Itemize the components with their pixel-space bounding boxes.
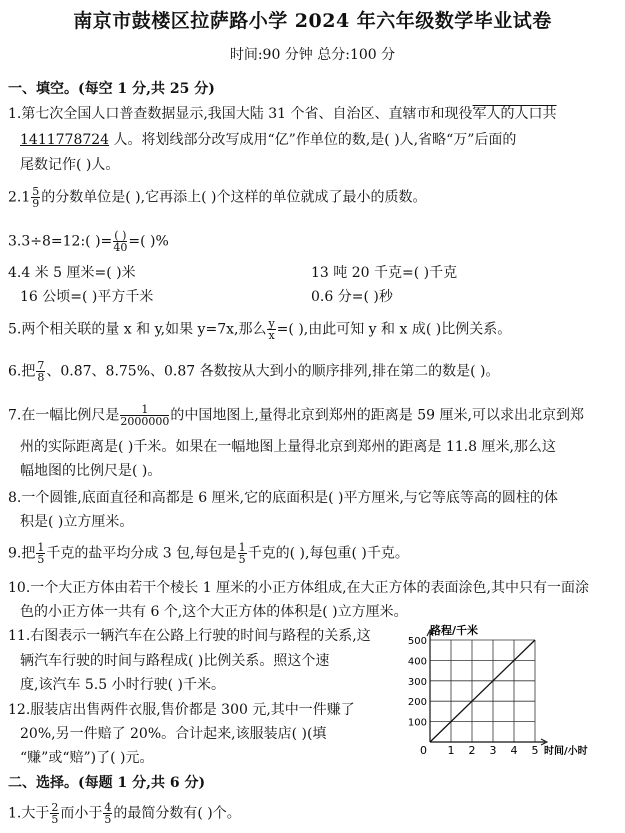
question-7-line-2: 州的实际距离是( )千米。如果在一幅地图上量得北京到郑州的距离是 11.8 厘米,那么这: [20, 439, 556, 455]
q3-text-a: 3.3÷8=12:( )=: [8, 233, 113, 250]
chart-y-tick-label: 300: [407, 676, 427, 688]
chart-y-tick-label: 100: [407, 717, 427, 729]
q3-denominator: 40: [113, 241, 128, 254]
question-11-line-1: 11.右图表示一辆汽车在公路上行驶的时间与路程的关系,这: [8, 628, 371, 644]
chart-x-tick-label: 2: [468, 744, 476, 757]
q6-fraction: [36, 360, 45, 383]
chart-y-tick-label: 200: [407, 697, 427, 709]
question-12-line-3: “赚”或“赔”)了( )元。: [20, 750, 154, 766]
question-12-line-1: 12.服装店出售两件衣服,售价都是 300 元,其中一件赚了: [8, 702, 355, 718]
q7-numerator: 1: [120, 404, 169, 416]
question-7-line-1: [8, 404, 584, 427]
q9-fraction-1: [36, 542, 45, 565]
s2q1-denominator-1: 5: [51, 813, 59, 826]
q9-numerator-1: 1: [37, 541, 45, 554]
question-12-line-2: 20%,另一件赔了 20%。合计起来,该服装店( )(填: [20, 726, 327, 742]
s2q1-text-c: 的最简分数有( )个。: [113, 805, 241, 822]
q2-text: 的分数单位是( ),它再添上( )个这样的单位就成了最小的质数。: [41, 189, 427, 206]
exam-time-score: 时间:90 分钟 总分:100 分: [229, 47, 396, 63]
chart-x-tick-label: 3: [489, 744, 497, 757]
distance-time-chart: [398, 622, 620, 772]
s2q1-fraction-2: [103, 802, 112, 825]
question-8-line-1: 8.一个圆锥,底面直径和高都是 6 厘米,它的底面积是( )平方厘米,与它等底等高的圆柱的体: [8, 490, 558, 506]
section-2-heading: 二、选择。(每题 1 分,共 6 分): [8, 775, 206, 791]
q3-text-b: =( )%: [128, 233, 169, 250]
q7-fraction: [120, 404, 169, 427]
question-9: [8, 542, 409, 565]
question-4-a: 4.4 米 5 厘米=( )米: [8, 265, 136, 281]
q3-numerator: ( ): [114, 229, 127, 242]
question-4-d: 0.6 分=( )秒: [311, 289, 393, 305]
chart-x-axis-label: 时间/小时: [544, 746, 588, 757]
q9-text-a: 9.把: [8, 545, 36, 562]
q5-text-a: 5.两个相关联的量 x 和 y,如果 y=7x,那么: [8, 321, 267, 338]
q9-denominator-2: 5: [238, 553, 246, 566]
q1-text-b: 人。将划线部分改写成用“亿”作单位的数,是( )人,省略“万”后面的: [109, 132, 517, 148]
q9-denominator-1: 5: [37, 553, 45, 566]
s2q1-denominator-2: 5: [104, 813, 112, 826]
chart-y-axis-label: 路程/千米: [430, 624, 479, 637]
question-1-line-2: [20, 130, 516, 150]
section-1-heading: 一、填空。(每空 1 分,共 25 分): [8, 81, 215, 97]
q2-fraction: [31, 186, 40, 209]
q3-fraction: [113, 230, 127, 253]
q2-whole: 2.1: [8, 189, 31, 206]
s2q1-text-a: 1.大于: [8, 805, 50, 822]
q9-fraction-2: [238, 542, 247, 565]
section-2-question-1: [8, 802, 241, 825]
question-3: [8, 230, 169, 253]
question-4-c: 16 公顷=( )平方千米: [20, 289, 154, 305]
chart-x-tick-label: 4: [510, 744, 518, 757]
q2-numerator: 5: [32, 185, 40, 198]
q9-text-b: 千克的盐平均分成 3 包,每包是: [46, 545, 237, 562]
s2q1-numerator-2: 4: [104, 801, 112, 814]
q9-numerator-2: 1: [238, 541, 246, 554]
q2-denominator: 9: [32, 197, 40, 210]
page-title: 南京市鼓楼区拉萨路小学 2024 年六年级数学毕业试卷: [73, 10, 552, 32]
q7-text-a: 7.在一幅比例尺是: [8, 407, 120, 424]
q1-underlined-number: 1411778724: [20, 132, 110, 148]
q5-numerator: y: [268, 317, 275, 330]
question-11-line-3: 度,该汽车 5.5 小时行驶( )千米。: [20, 677, 225, 693]
chart-x-tick-label: 5: [531, 744, 539, 757]
question-10-line-2: 色的小正方体一共有 6 个,这个大正方体的体积是( )立方厘米。: [20, 604, 408, 620]
q7-denominator: 2000000: [120, 415, 170, 428]
question-8-line-2: 积是( )立方厘米。: [20, 514, 134, 530]
chart-series: [430, 640, 535, 742]
question-2: [8, 186, 426, 209]
s2q1-fraction-1: [50, 802, 59, 825]
question-7-line-3: 幅地图的比例尺是( )。: [20, 463, 162, 479]
q7-text-b: 的中国地图上,量得北京到郑州的距离是 59 厘米,可以求出北京到郑: [170, 407, 584, 424]
q9-text-c: 千克的( ),每包重( )千克。: [247, 545, 409, 562]
chart-tick-labels: [408, 636, 539, 757]
chart-origin-label: 0: [420, 744, 427, 757]
q5-denominator: x: [268, 329, 275, 342]
chart-y-tick-label: 400: [407, 656, 427, 668]
question-6: [8, 360, 499, 383]
question-5: [8, 318, 511, 341]
q6-text-a: 6.把: [8, 363, 36, 380]
s2q1-text-b: 而小于: [60, 805, 103, 822]
chart-y-tick-label: 500: [407, 636, 427, 647]
question-1-line-3: 尾数记作( )人。: [20, 157, 120, 173]
question-4-b: 13 吨 20 千克=( )千克: [311, 265, 458, 281]
s2q1-numerator-1: 2: [51, 801, 59, 814]
question-1-line-1: [8, 104, 557, 124]
q5-text-b: =( ),由此可知 y 和 x 成( )比例关系。: [276, 321, 512, 338]
chart-series-line: [430, 640, 535, 742]
q6-text-b: 、0.8̇7̇、8.75%、0.87̇ 各数按从大到小的顺序排列,排在第二的数是( )。: [46, 363, 500, 380]
q1-overlined-text: 军人的人口共: [472, 106, 557, 122]
q1-text-a: 1.第七次全国人口普查数据显示,我国大陆 31 个省、自治区、直辖市和现役: [8, 106, 473, 122]
chart-x-tick-label: 1: [447, 744, 455, 757]
q5-fraction: [267, 318, 275, 341]
q6-numerator: 7: [37, 359, 45, 372]
q6-denominator: 8: [37, 371, 45, 384]
question-10-line-1: 10.一个大正方体由若干个棱长 1 厘米的小正方体组成,在大正方体的表面涂色,其中只有一面涂: [8, 580, 589, 596]
question-11-line-2: 辆汽车行驶的时间与路程成( )比例关系。照这个速: [20, 653, 330, 669]
